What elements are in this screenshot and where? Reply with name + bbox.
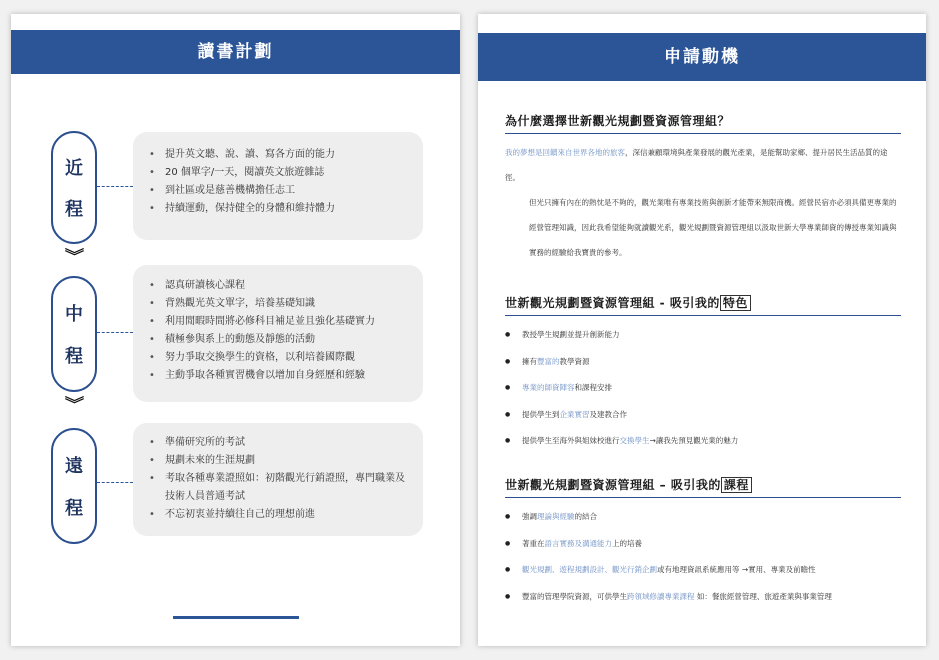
list-item: • 準備研究所的考試 [147, 434, 411, 452]
list-item: • 不忘初衷並持續往自己的理想前進 [147, 506, 411, 524]
badge-char: 中 [65, 304, 83, 325]
why-paragraph-2: 但光只擁有內在的熱忱是不夠的，觀光業唯有專業技術與創新才能帶來無限商機。經營民宿亦必須具備更專業的經營管理知識，因此我希望能夠就讀觀光系，觀光規劃暨資源管理組以汲取世新大學專業師資的傳授專業知識與實務的經驗給我寶貴的參考。 [529, 198, 897, 257]
list-item: • 到社區或是慈善機構擔任志工 [147, 182, 411, 200]
why-section [505, 112, 901, 265]
motivation-title: 申請動機 [478, 33, 926, 81]
list-item: ● 提供學生到企業實習及建教合作 [505, 402, 901, 429]
list-item: ● 教授學生規劃並提升創新能力 [505, 322, 901, 349]
reading-plan-page [11, 14, 460, 646]
mid-term-box [133, 265, 423, 402]
list-item: ● 專業的師資陣容和課程安排 [505, 375, 901, 402]
reading-plan-title: 讀書計劃 [11, 30, 460, 74]
list-item: ● 強調理論與經驗的結合 [505, 504, 901, 531]
badge-char: 遠 [65, 456, 83, 477]
chevron-down-icon: ︾ [64, 247, 85, 265]
list-item: • 背熟觀光英文單字，培養基礎知識 [147, 295, 411, 313]
why-title: 為什麼選擇世新觀光規劃暨資源管理組？ [505, 112, 901, 134]
badge-char: 程 [65, 498, 83, 519]
list-item: • 主動爭取各種實習機會以增加自身經歷和經驗 [147, 367, 411, 385]
list-item: ● 豐富的管理學院資源，可供學生跨領域修讀專業課程 如：餐旅經營管理、旅遊產業與事業管理 [505, 584, 901, 611]
courses-title-boxed: 課程 [721, 477, 752, 493]
list-item: • 認真研讀核心課程 [147, 277, 411, 295]
list-item: • 提升英文聽、說、讀、寫各方面的能力 [147, 146, 411, 164]
features-title: 世新觀光規劃暨資源管理組 - 吸引我的 特色 [505, 294, 901, 316]
short-term-badge [51, 131, 97, 244]
list-item: • 考取各種專業證照如：初階觀光行銷證照，專門職業及技術人員普通考試 [147, 470, 411, 506]
features-title-boxed: 特色 [720, 295, 751, 311]
list-item: ● 擁有豐富的教學資源 [505, 349, 901, 376]
list-item: • 規劃未來的生涯規劃 [147, 452, 411, 470]
chevron-down-icon: ︾ [64, 395, 85, 413]
courses-section [505, 476, 901, 610]
list-item: • 利用閒暇時間將必修科目補足並且強化基礎實力 [147, 313, 411, 331]
badge-char: 近 [65, 158, 83, 180]
long-term-box [133, 423, 423, 536]
list-item: ● 觀光規劃、遊程規劃設計、觀光行銷企劃或有地理資訊系統應用等 →實用、專業及前瞻性 [505, 557, 901, 584]
mid-term-badge [51, 276, 97, 392]
list-item: • 努力爭取交換學生的資格，以利培養國際觀 [147, 349, 411, 367]
why-paragraph-1: 我的夢想是回饋來自世界各地的旅客，深信兼顧環境與產業發展的觀光產業，是能幫助家鄉、提升居民生活品質的途徑。 [505, 148, 888, 182]
list-item: • 20 個單字/一天，閱讀英文旅遊雜誌 [147, 164, 411, 182]
badge-char: 程 [65, 198, 83, 220]
list-item: • 積極參與系上的動態及靜態的活動 [147, 331, 411, 349]
long-term-badge [51, 428, 97, 544]
connector-line [97, 482, 133, 483]
list-item: • 持續運動，保持健全的身體和維持體力 [147, 200, 411, 218]
motivation-page [478, 14, 926, 646]
badge-char: 程 [65, 346, 83, 367]
features-section [505, 294, 901, 455]
footer-bar [173, 616, 299, 619]
list-item: ● 提供學生至海外與姐妹校進行交換學生→讓我先預見觀光業的魅力 [505, 428, 901, 455]
courses-title: 世新觀光規劃暨資源管理組 – 吸引我的 課程 [505, 476, 901, 498]
short-term-box [133, 132, 423, 240]
connector-line [97, 186, 133, 187]
list-item: ● 著重在語言實務及溝通能力上的培養 [505, 531, 901, 558]
why-highlight: 我的夢想是回饋來自世界各地的旅客 [505, 148, 625, 157]
connector-line [97, 332, 133, 333]
